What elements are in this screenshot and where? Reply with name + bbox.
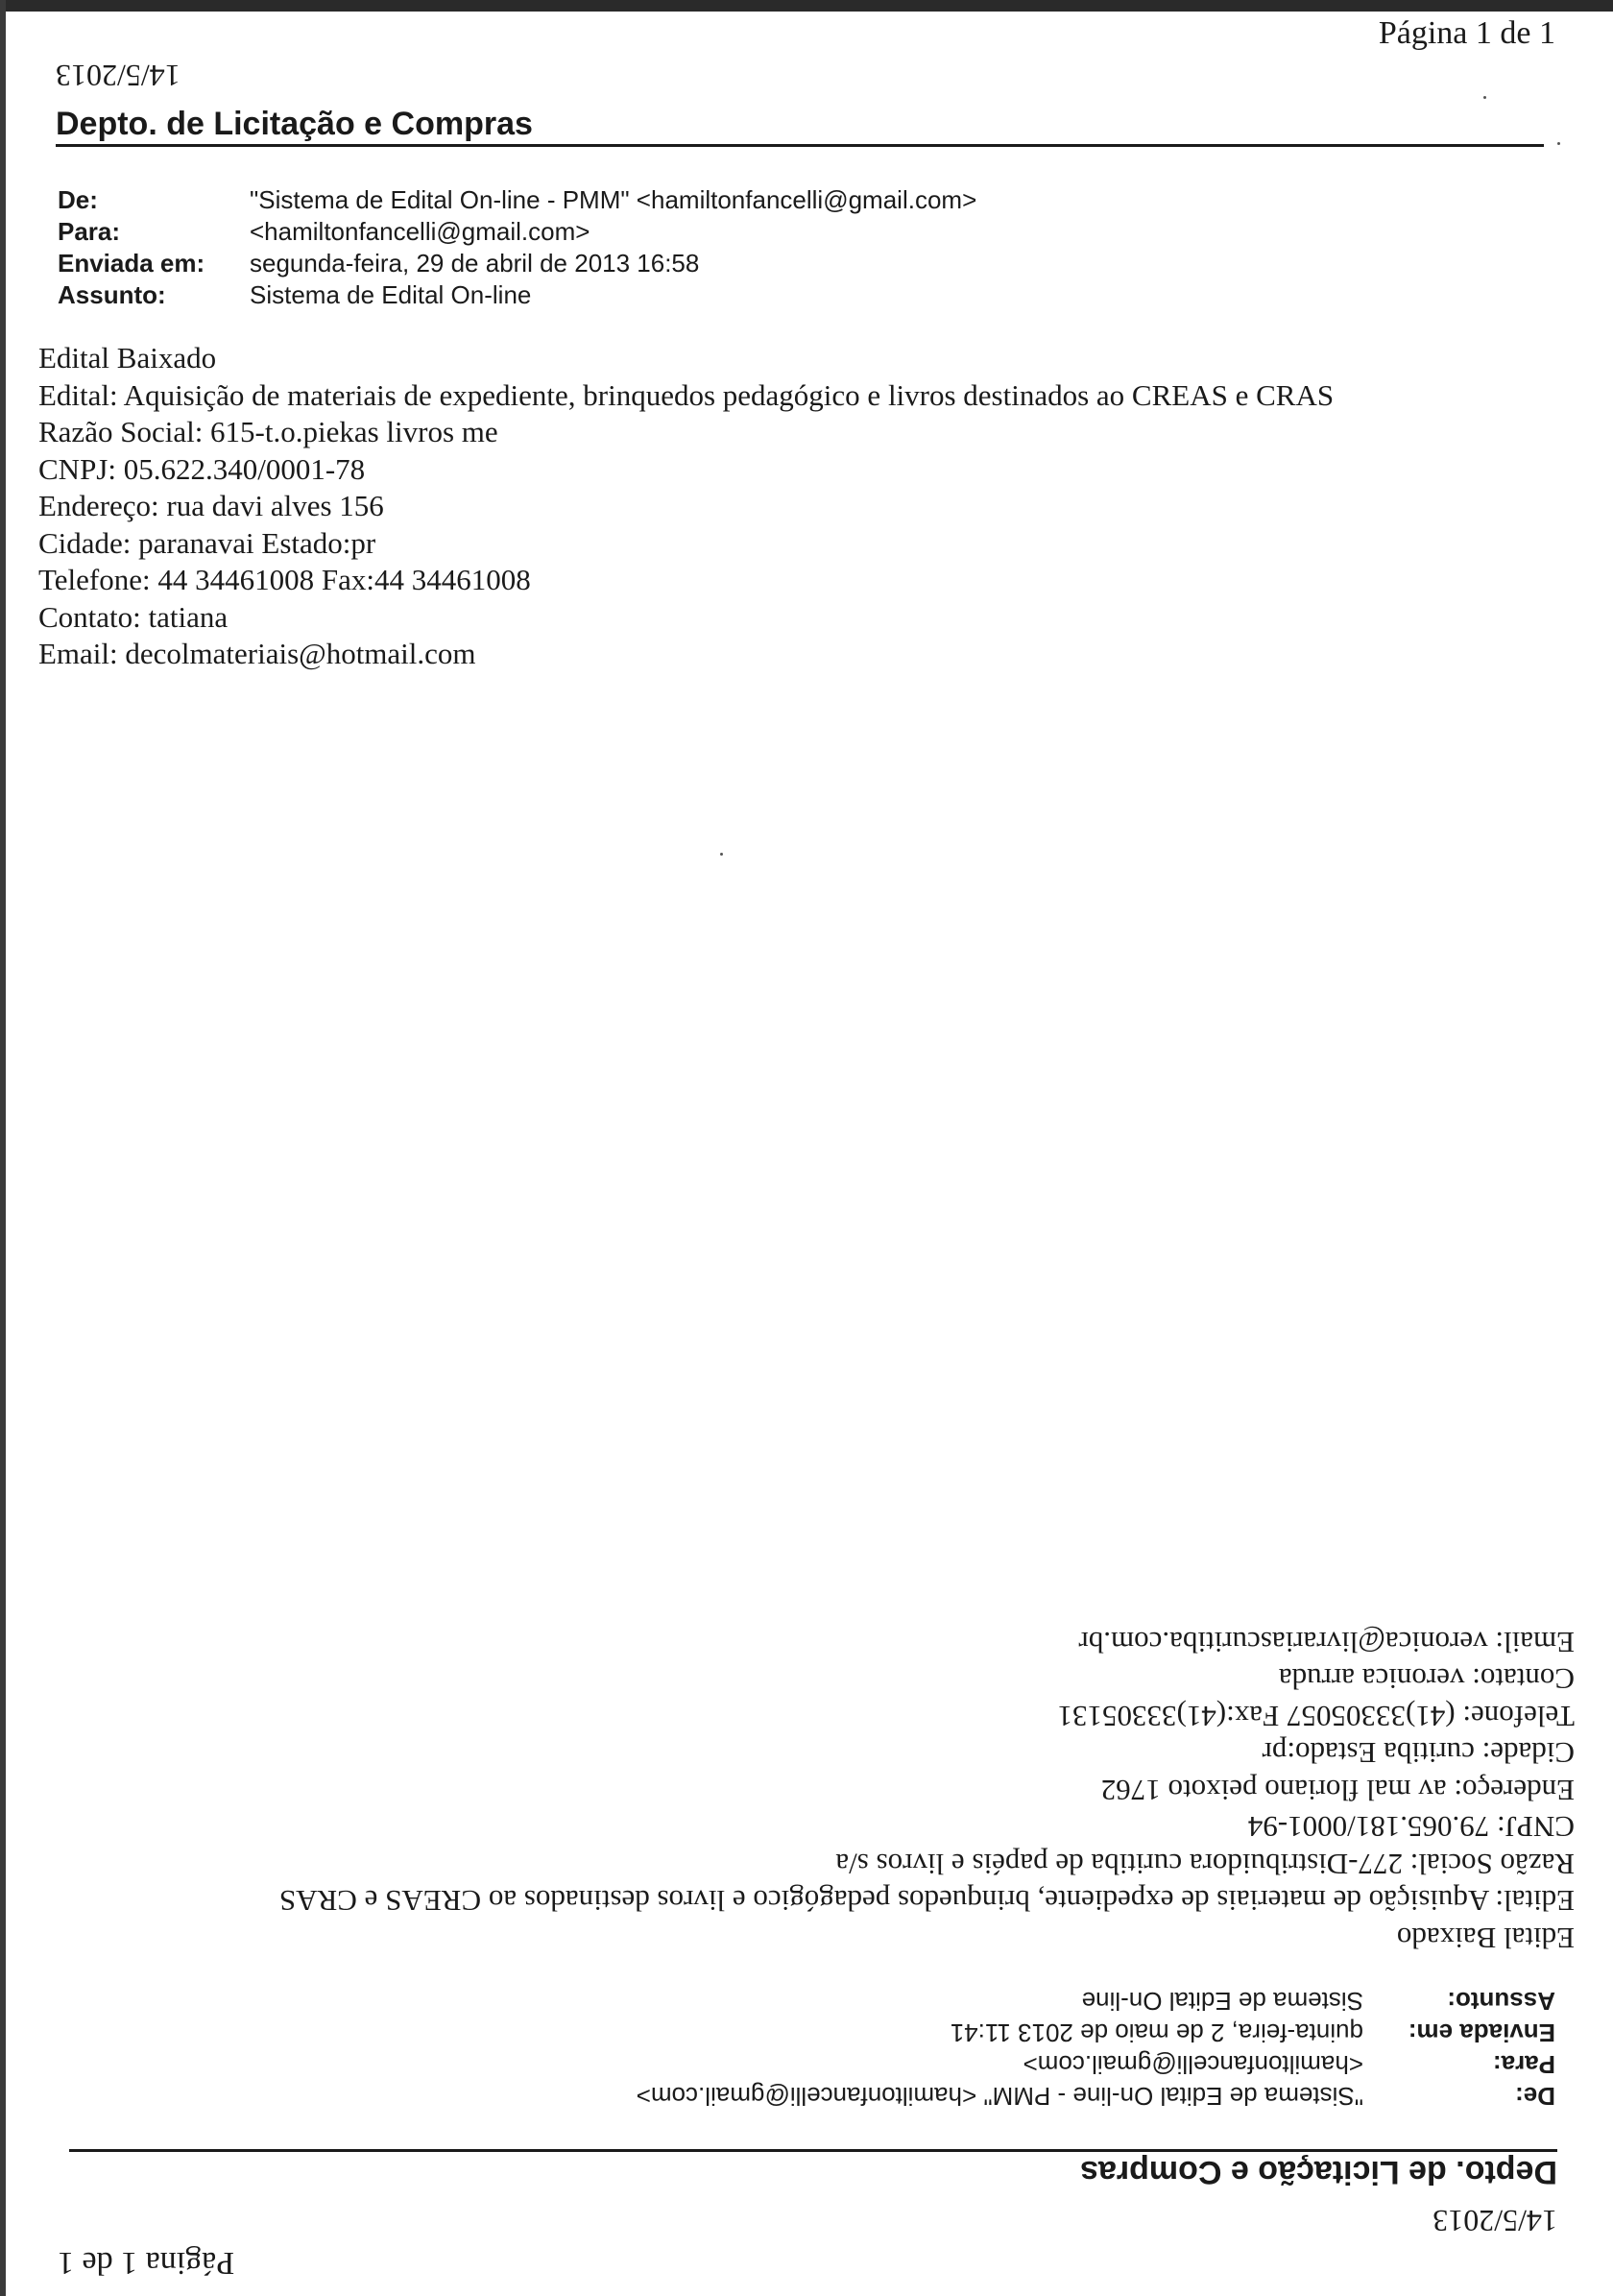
body-line: Telefone: (41)33305057 Fax:(41)33305131 xyxy=(1057,1700,1575,1733)
header-label: Assunto: xyxy=(1447,1987,1555,2016)
print-date: 14/5/2013 xyxy=(1432,2204,1557,2238)
header-from xyxy=(58,184,976,216)
header-value: "Sistema de Edital On-line - PMM" <hamiltonfancelli@gmail.com> xyxy=(250,185,977,214)
page-label: Página 1 de 1 xyxy=(1378,15,1555,51)
title-divider xyxy=(56,144,1544,147)
header-label: Enviada em: xyxy=(1408,2018,1555,2047)
header-label: Enviada em: xyxy=(58,249,205,278)
header-label: De: xyxy=(1515,2082,1555,2111)
department-title: Depto. de Licitação e Compras xyxy=(56,106,533,142)
scan-speck xyxy=(1483,96,1486,99)
body-line: Endereço: rua davi alves 156 xyxy=(38,489,384,522)
header-sent xyxy=(637,2017,1555,2048)
header-subject xyxy=(637,1985,1555,2017)
title-divider xyxy=(69,2149,1557,2152)
email-body xyxy=(279,1624,1575,1957)
body-line: Edital Baixado xyxy=(38,341,217,375)
body-line: Email: veronica@livrariascuritiba.com.br xyxy=(1078,1626,1575,1659)
header-sent xyxy=(58,248,976,279)
body-line: Edital: Aquisição de materiais de expediente, brinquedos pedagógico e livros destinados ao CREAS e CRAS xyxy=(38,377,1335,412)
email-headers xyxy=(637,1985,1555,2112)
header-from xyxy=(637,2080,1555,2112)
body-line: Email: decolmateriais@hotmail.com xyxy=(38,637,476,670)
scan-speck xyxy=(720,853,723,856)
page-label: Página 1 de 1 xyxy=(58,2245,235,2281)
email-printout-2 xyxy=(0,1148,1613,2296)
header-to xyxy=(58,216,976,248)
department-title: Depto. de Licitação e Compras xyxy=(1080,2154,1557,2190)
header-value: <hamiltonfancelli@gmail.com> xyxy=(250,217,590,246)
print-date: 14/5/2013 xyxy=(56,59,181,93)
header-label: Para: xyxy=(1492,2050,1555,2079)
email-body xyxy=(38,340,1334,673)
header-label: Para: xyxy=(58,217,121,246)
body-line: Telefone: 44 34461008 Fax:44 34461008 xyxy=(38,563,531,596)
body-line: Cidade: paranavai Estado:pr xyxy=(38,525,376,560)
body-line: Edital: Aquisição de materiais de expediente, brinquedos pedagógico e livros destinados ao CREAS e CRAS xyxy=(278,1884,1575,1919)
body-line: Cidade: curitiba Estado:pr xyxy=(1262,1736,1575,1771)
body-line: CNPJ: 79.065.181/0001-94 xyxy=(1247,1810,1575,1845)
body-line: CNPJ: 05.622.340/0001-78 xyxy=(38,451,366,486)
scan-speck xyxy=(1557,142,1560,145)
header-label: De: xyxy=(58,185,98,214)
body-line: Edital Baixado xyxy=(1396,1921,1575,1955)
header-value: Sistema de Edital On-line xyxy=(1081,1987,1363,2016)
body-line: Razão Social: 277-Distribuidora curitiba de papéis e livros s/a xyxy=(835,1848,1575,1881)
header-subject xyxy=(58,279,976,311)
body-line: Contato: veronica arruda xyxy=(1278,1662,1575,1697)
email-headers xyxy=(58,184,976,311)
header-value: "Sistema de Edital On-line - PMM" <hamiltonfancelli@gmail.com> xyxy=(636,2082,1363,2111)
header-value: quinta-feira, 2 de maio de 2013 11:41 xyxy=(950,2018,1363,2047)
header-label: Assunto: xyxy=(58,280,166,309)
body-line: Endereço: av mal floriano peixoto 1762 xyxy=(1100,1774,1575,1807)
header-to xyxy=(637,2048,1555,2080)
header-value: segunda-feira, 29 de abril de 2013 16:58 xyxy=(250,249,700,278)
header-value: <hamiltonfancelli@gmail.com> xyxy=(1023,2050,1363,2079)
header-value: Sistema de Edital On-line xyxy=(250,280,532,309)
body-line: Razão Social: 615-t.o.piekas livros me xyxy=(38,415,498,448)
body-line: Contato: tatiana xyxy=(38,599,229,634)
